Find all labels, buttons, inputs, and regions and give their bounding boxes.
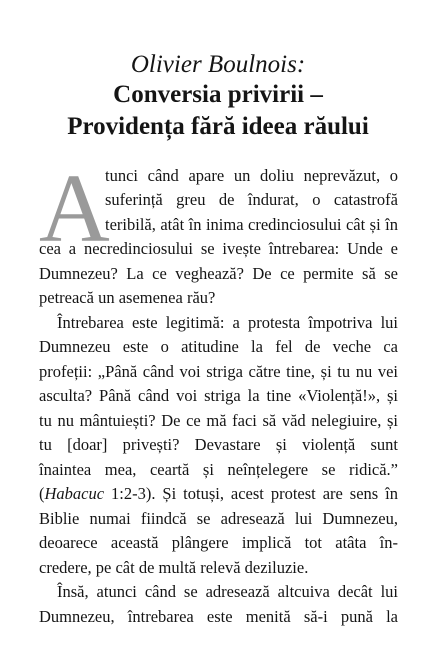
text-line: tunci când apare un doliu neprevăzut, o xyxy=(105,166,398,185)
text-line: (Habacuc 1:2-3). Și totuși, acest protest are sens în xyxy=(39,484,398,503)
text-line: Dumnezeu, întrebarea este menită să-i pună la xyxy=(39,607,398,626)
text-line: Dumnezeu? La ce veghează? De ce permite să se xyxy=(39,264,398,283)
text-line: tu [doar] privești? Devastare și violență sunt xyxy=(39,435,398,454)
chapter-title-line-1: Conversia privirii – xyxy=(113,81,323,108)
text-line: Dumnezeu este o atitudine la fel de veche ca xyxy=(39,337,398,356)
text-line: teribilă, atât în inima credinciosului cât și în xyxy=(105,215,398,234)
text-line: suferință greu de îndurat, o catastrofă xyxy=(105,190,398,209)
book-reference: Habacuc xyxy=(44,484,105,503)
text-line: deoarece această plângere implică tot atâta în- xyxy=(39,533,398,552)
text-line: înaintea mea, ceartă și neînțelegere se ridică.” xyxy=(39,460,398,479)
text-line: tu nu mântuiești? De ce mă faci să văd nelegiuire, și xyxy=(39,411,398,430)
text-line: Întrebarea este legitimă: a protesta împotriva lui xyxy=(57,313,398,332)
text-line: cea a necredinciosului se ivește întrebarea: Unde e xyxy=(39,239,398,258)
text-line: profeții: „Până când voi striga către tine, și tu nu vei xyxy=(39,362,398,381)
drop-cap-letter: A xyxy=(39,155,110,263)
text-line: asculta? Până când voi striga la tine «Violență!», și xyxy=(39,386,398,405)
chapter-author: Olivier Boulnois: xyxy=(130,51,306,78)
text-line: Însă, atunci când se adresează altcuiva decât lui xyxy=(57,582,398,601)
chapter-title-line-2: Providența fără ideea răului xyxy=(67,113,369,140)
text-line: petreacă un asemenea rău? xyxy=(39,288,216,307)
text-line: credere, pe cât de multă relevă deziluzie. xyxy=(39,558,309,577)
text-line: Biblie numai fiindcă se adresează lui Dumnezeu, xyxy=(39,509,398,528)
